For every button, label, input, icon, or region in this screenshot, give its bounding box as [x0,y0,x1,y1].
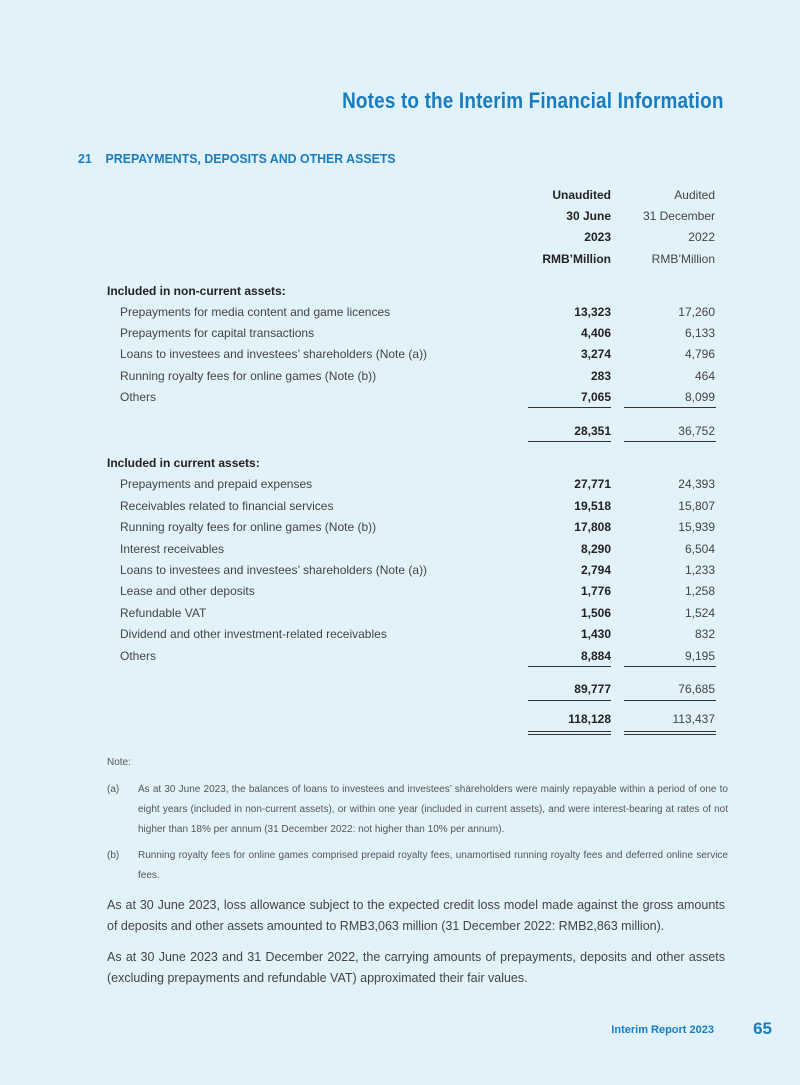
table-cell-2023: 1,776 [580,584,611,598]
page-title: Notes to the Interim Financial Information [342,88,724,113]
table-cell-2023: 27,771 [574,477,611,491]
subtotal-rule [624,407,716,408]
total-2022: 113,437 [672,712,715,726]
col-header-2023-line2: 30 June [566,209,611,223]
current-subtotal-2022: 76,685 [678,682,715,696]
total-rule [624,700,716,701]
table-cell-2022: 8,099 [684,390,715,404]
non-current-subtotal-2022: 36,752 [678,424,715,438]
table-cell-2023: 13,323 [574,305,611,319]
table-cell-2022: 6,504 [684,542,715,556]
col-header-2023-line3: 2023 [584,230,611,244]
table-row-label: Lease and other deposits [120,584,255,598]
table-row-label: Refundable VAT [120,606,207,620]
note-mark: (b) [107,850,120,861]
section-title: PREPAYMENTS, DEPOSITS AND OTHER ASSETS [105,151,396,166]
table-row-label: Loans to investees and investees’ shareholders (Note (a)) [120,347,428,361]
table-cell-2022: 6,133 [684,326,715,340]
paragraph: As at 30 June 2023 and 31 December 2022, the carrying amounts of prepayments, deposits and other assets (excluding prepayments and refundable VAT) approximated their fair values. [107,950,725,985]
table-row-label: Loans to investees and investees’ shareholders (Note (a)) [120,563,428,577]
total-double-rule [624,731,716,732]
section-number: 21 [78,151,92,166]
table-cell-2022: 832 [694,627,715,641]
table-cell-2022: 1,233 [684,563,715,577]
note-text: Running royalty fees for online games comprised prepaid royalty fees, unamortised running royalty fees and deferred online service fees. [138,850,728,881]
table-row-label: Interest receivables [120,542,225,556]
table-cell-2023: 3,274 [580,347,611,361]
table-cell-2022: 15,807 [678,499,715,513]
subtotal-underline [528,441,611,442]
total-double-rule [624,734,716,735]
notes-title: Note: [107,757,131,768]
footer-text: Interim Report 2023 [611,1024,714,1036]
table-cell-2023: 19,518 [574,499,611,513]
table-cell-2022: 15,939 [678,520,715,534]
total-rule [528,700,611,701]
total-double-rule [528,731,611,732]
note-text: As at 30 June 2023, the balances of loans to investees and investees’ shareholders were mainly repayable within a period of one to eight years (included in non-current assets), or within one year (included in current assets), and were interest-bearing at rates of not higher than 18% per annum (31 December 2022: not higher than 10% per annum). [138,784,728,835]
total-double-rule [528,734,611,735]
col-header-2022-line1: Audited [674,188,715,202]
table-cell-2023: 1,430 [580,627,611,641]
col-header-2022-line2: 31 December [642,209,715,223]
note-mark: (a) [107,784,120,795]
subtotal-rule [528,666,611,667]
table-row-label: Running royalty fees for online games (Note (b)) [120,369,377,383]
table-cell-2023: 1,506 [580,606,611,620]
table-row-label: Dividend and other investment-related receivables [120,627,387,641]
note-a [0,780,800,840]
paragraph: As at 30 June 2023, loss allowance subject to the expected credit loss model made against the gross amounts of deposits and other assets amounted to RMB3,063 million (31 December 2022: RMB2,863 million). [107,898,725,933]
table-cell-2022: 1,524 [684,606,715,620]
total-2023: 118,128 [568,712,611,726]
table-cell-2023: 283 [590,369,611,383]
table-row-label: Prepayments and prepaid expenses [120,477,313,491]
col-header-2022-line3: 2022 [688,230,715,244]
table-row-label: Others [120,390,157,404]
subtotal-rule [624,666,716,667]
table-cell-2022: 1,258 [684,584,715,598]
table-cell-2023: 8,884 [580,649,611,663]
table-cell-2022: 17,260 [678,305,715,319]
table-cell-2023: 2,794 [580,563,611,577]
table-row-label: Prepayments for capital transactions [120,326,315,340]
non-current-subtotal-2023: 28,351 [574,424,611,438]
table-row-label: Others [120,649,157,663]
table-row-label: Prepayments for media content and game licences [120,305,391,319]
table-cell-2023: 8,290 [580,542,611,556]
subtotal-rule [528,407,611,408]
table-cell-2023: 4,406 [580,326,611,340]
table-row-label: Receivables related to financial services [120,499,334,513]
table-cell-2022: 9,195 [684,649,715,663]
current-subtotal-2023: 89,777 [574,682,611,696]
col-header-2023-line1: Unaudited [552,188,611,202]
subtotal-underline [624,441,716,442]
col-header-2022-unit: RMB’Million [651,252,715,266]
table-cell-2022: 464 [694,369,715,383]
col-header-2023-unit: RMB’Million [542,252,611,266]
non-current-heading: Included in non-current assets: [107,284,286,298]
table-cell-2023: 17,808 [574,520,611,534]
table-row-label: Running royalty fees for online games (Note (b)) [120,520,377,534]
current-heading: Included in current assets: [107,456,260,470]
table-cell-2023: 7,065 [580,390,611,404]
page-number: 65 [753,1019,772,1038]
table-cell-2022: 4,796 [684,347,715,361]
table-cell-2022: 24,393 [678,477,715,491]
note-b [0,846,800,886]
